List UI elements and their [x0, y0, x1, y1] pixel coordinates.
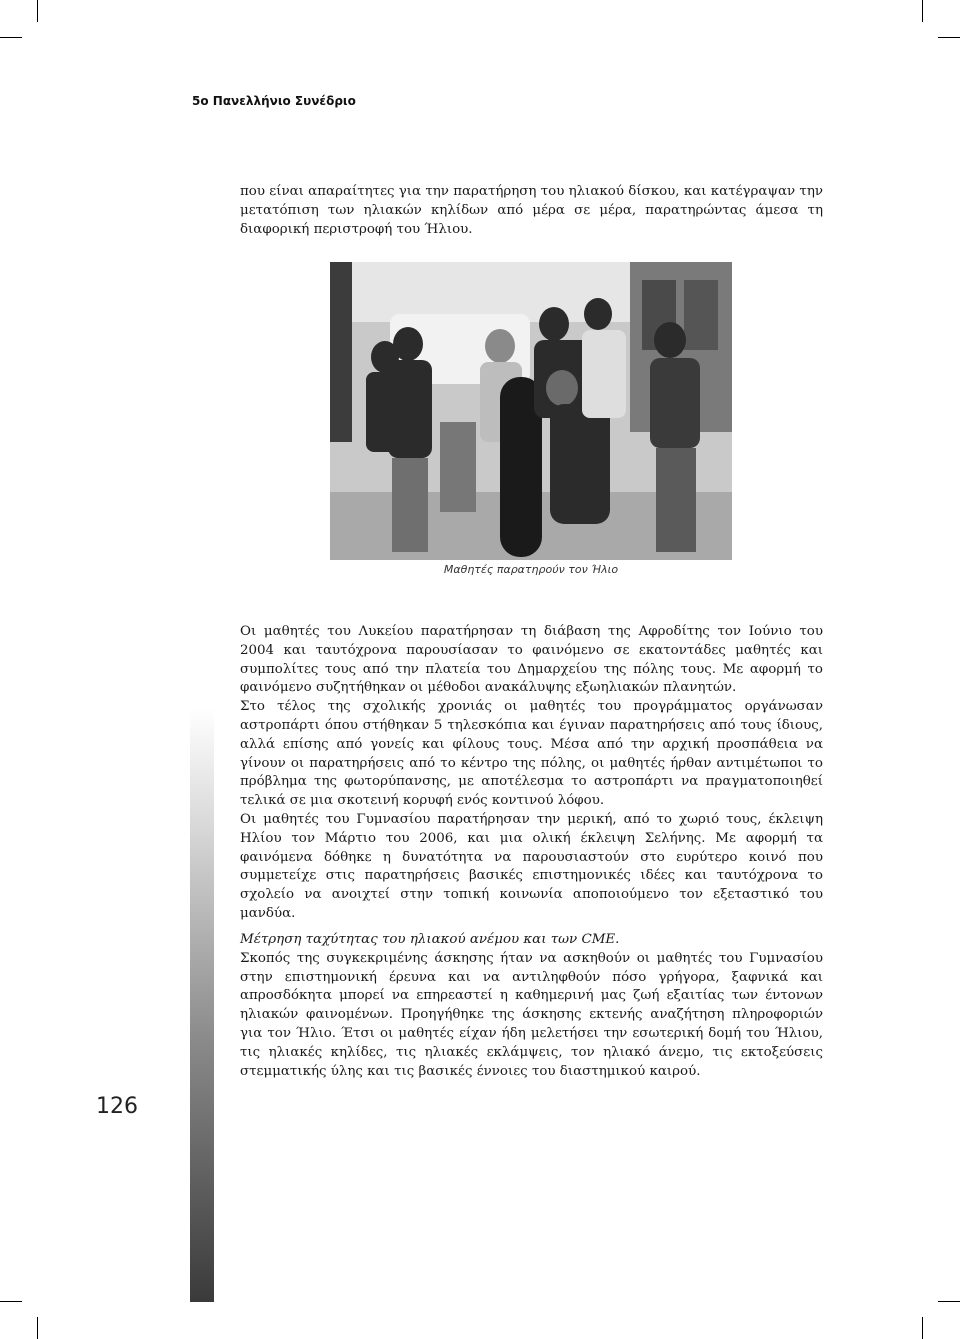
section-block: [240, 931, 823, 1081]
students-observing-sun-photo: [330, 262, 732, 560]
running-header: 5ο Πανελλήνιο Συνέδριο: [192, 94, 356, 108]
crop-mark-top-left-vertical: [37, 0, 38, 22]
body-paragraph-gymnasium: Οι μαθητές του Γυμνασίου παρατήρησαν την μερική, από το χωριό τους, έκλειψη Ηλίου τον Μάρτιο του 2006, και μια ολική έκλειψη Σελήνης. Με αφορμή τα φαινόμενα δόθηκε η δυνατότητα να παρουσιαστούν στο ευρύτερο κοινό που συμμετείχε στις παρατηρήσεις βασικές επιστημονικές ιδέες και ταυτόχρονα το σχολείο να ανοιχτεί στην τοπική κοινωνία αποποιούμενο τον εξεταστικό του μανδύα.: [240, 811, 823, 921]
body-paragraph-astroparty: Στο τέλος της σχολικής χρονιάς οι μαθητές του προγράμματος οργάνωσαν αστροπάρτι όπου στήθηκαν 5 τηλεσκόπια και έγιναν παρατηρήσεις από τους ίδιους, αλλά επίσης από γονείς και φίλους τους. Μέσα από την αρχική προσπάθεια να γίνουν οι παρατηρήσεις από το κέντρο της πόλης, οι μαθητές ήρθαν αντιμέτωποι το πρόβλημα της φωτορύπανσης, με αποτέλεσμα το αστροπάρτι να πραγματοποιηθεί τελικά σε μια σκοτεινή κορυφή ενός κοντινού λόφου.: [240, 699, 823, 809]
section-paragraph: Σκοπός της συγκεκριμένης άσκησης ήταν να ασκηθούν οι μαθητές του Γυμνασίου στην επιστημονική έρευνα και να αντιληφθούν πόσο γρήγορα, ξαφνικά και απροσδόκητα μπορεί να επηρεαστεί η καθημερινή μας ζωή εξαιτίας των έντονων ηλιακών φαινομένων. Προηγήθηκε της άσκησης εκτενής αναζήτηση πληροφοριών για τον Ήλιο. Έτσι οι μαθητές είχαν ήδη μελετήσει την εσωτερική δομή του Ήλιου, τις ηλιακές κηλίδες, τις ηλιακές εκλάμψεις, τον ηλιακό άνεμο, τις εκτοξεύσεις στεμματικής ύλης και τις βασικές έννοιες του διαστημικού καιρού.: [240, 950, 823, 1079]
intro-paragraph: που είναι απαραίτητες για την παρατήρηση του ηλιακού δίσκου, και κατέγραψαν την μετατόπιση των ηλιακών κηλίδων από μέρα σε μέρα, παρατηρώντας άμεσα τη διαφορική περιστροφή του Ήλιου.: [240, 184, 823, 237]
crop-mark-top-right-vertical: [922, 0, 923, 22]
decorative-gradient-bar: [190, 708, 214, 1302]
crop-mark-top-left-horizontal: [0, 37, 22, 38]
crop-mark-bottom-left-horizontal: [0, 1301, 22, 1302]
crop-mark-bottom-right-vertical: [922, 1317, 923, 1339]
crop-mark-top-right-horizontal: [938, 37, 960, 38]
page-number: 126: [96, 1094, 138, 1119]
crop-mark-bottom-right-horizontal: [938, 1301, 960, 1302]
figure-caption: Μαθητές παρατηρούν τον Ήλιο: [443, 563, 619, 576]
crop-mark-bottom-left-vertical: [37, 1317, 38, 1339]
main-text-block: [240, 623, 823, 924]
section-heading: Μέτρηση ταχύτητας του ηλιακού ανέμου και των CME.: [240, 932, 620, 947]
body-paragraph-lyceum: Οι μαθητές του Λυκείου παρατήρησαν τη διάβαση της Αφροδίτης τον Ιούνιο του 2004 και ταυτόχρονα παρουσίασαν το φαινόμενο σε εκατοντάδες μαθητές και συμπολίτες τους από την πλατεία του Δημαρχείου της πόλης τους. Με αφορμή το φαινόμενο συζητήθηκαν οι μέθοδοι ανακάλυψης εξωηλιακών πλανητών.: [240, 624, 823, 696]
intro-block: [240, 183, 823, 239]
